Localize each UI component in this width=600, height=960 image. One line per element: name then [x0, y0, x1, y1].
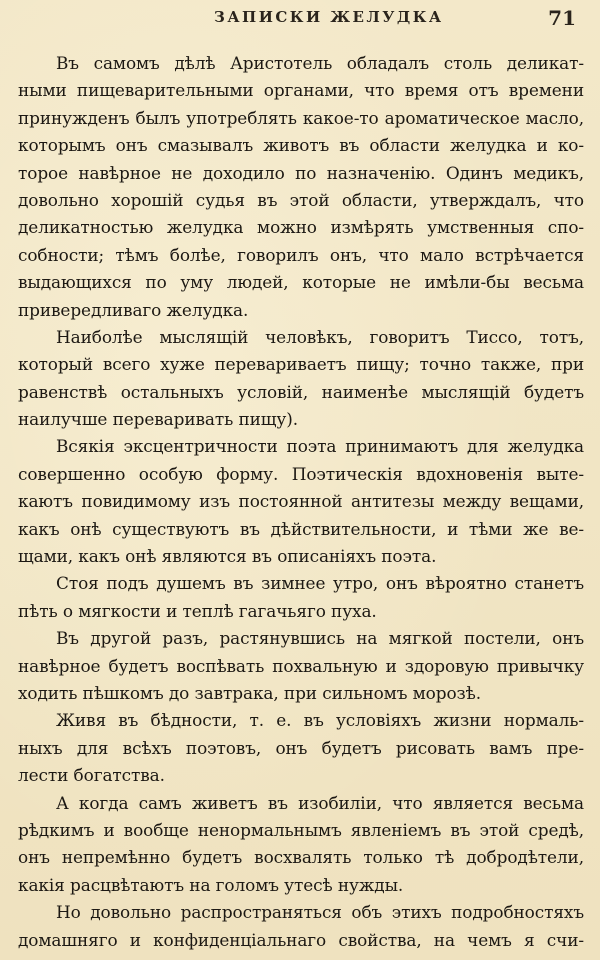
- text-line: онъ непремѣнно будетъ восхвалять только тѣ добродѣтели,: [18, 847, 584, 868]
- body-text: [18, 50, 584, 954]
- text-line: ныхъ для всѣхъ поэтовъ, онъ будетъ рисовать вамъ пре-: [18, 737, 584, 758]
- text-line: щами, какъ онѣ являются въ описаніяхъ поэта.: [18, 546, 437, 567]
- text-line: деликатностью желудка можно измѣрять умственныя спо-: [18, 217, 584, 238]
- text-line: совершенно особую форму. Поэтическія вдохновенія выте-: [18, 463, 584, 484]
- text-line: ными пищеварительными органами, что время отъ времени: [18, 80, 584, 101]
- text-line: А когда самъ живетъ въ изобиліи, что является весьма: [56, 792, 584, 813]
- text-line: Въ самомъ дѣлѣ Аристотель обладалъ столь деликат-: [56, 53, 584, 73]
- text-line: равенствѣ остальныхъ условій, наименѣе мыслящій будетъ: [18, 381, 584, 402]
- text-line: ходить пѣшкомъ до завтрака, при сильномъ морозѣ.: [18, 682, 481, 703]
- text-line: Но довольно распространяться объ этихъ подробностяхъ: [56, 902, 584, 923]
- text-line: лести богатства.: [18, 765, 165, 786]
- text-line: какія расцвѣтаютъ на голомъ утесѣ нужды.: [18, 874, 404, 895]
- page-number: 71: [548, 6, 576, 30]
- text-line: рѣдкимъ и вообще ненормальнымъ явленіемъ въ этой средѣ,: [18, 819, 584, 840]
- text-line: привередливаго желудка.: [18, 299, 249, 320]
- text-line: Всякія эксцентричности поэта принимаютъ для желудка: [56, 436, 584, 457]
- page-header: [0, 6, 600, 32]
- text-line: выдающихся по уму людей, которые не имѣли-бы весьма: [18, 272, 584, 293]
- text-line: собности; тѣмъ болѣе, говорилъ онъ, что мало встрѣчается: [18, 244, 584, 265]
- text-line: довольно хорошій судья въ этой области, утверждалъ, что: [18, 189, 584, 210]
- text-line: наилучше переваривать пищу).: [18, 409, 299, 430]
- text-line: который всего хуже перевариваетъ пищу; точно также, при: [18, 354, 584, 375]
- text-line: Въ другой разъ, растянувшись на мягкой постели, онъ: [56, 628, 584, 649]
- text-line: Стоя подъ душемъ въ зимнее утро, онъ вѣроятно станетъ: [56, 573, 584, 594]
- text-line: принужденъ былъ употреблять какое-то ароматическое масло,: [18, 107, 584, 128]
- text-line: каютъ повидимому изъ постоянной антитезы между вещами,: [18, 491, 584, 512]
- text-line: какъ онѣ существуютъ въ дѣйствительности, и тѣми же ве-: [18, 518, 584, 539]
- text-line: домашняго и конфиденціальнаго свойства, на чемъ я счи-: [18, 929, 584, 950]
- text-line: навѣрное будетъ воспѣвать похвальную и здоровую привычку: [18, 655, 584, 676]
- text-line: Наиболѣе мыслящій человѣкъ, говоритъ Тиссо, тотъ,: [56, 326, 584, 347]
- text-line: которымъ онъ смазывалъ животъ въ области желудка и ко-: [18, 135, 584, 156]
- text-line: торое навѣрное не доходило по назначенію. Одинъ медикъ,: [18, 162, 584, 183]
- text-line: Живя въ бѣдности, т. е. въ условіяхъ жизни нормаль-: [56, 710, 584, 731]
- running-title: ЗАПИСКИ ЖЕЛУДКА: [214, 8, 444, 26]
- text-line: пѣть о мягкости и теплѣ гагачьяго пуха.: [18, 600, 377, 621]
